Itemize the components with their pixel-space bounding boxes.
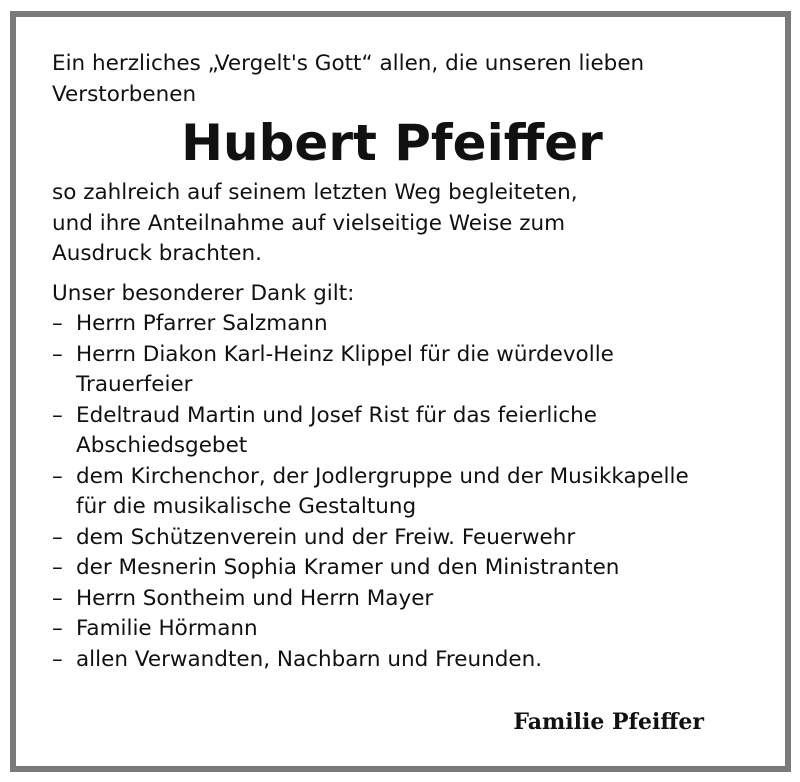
intro-text: Ein herzliches „Vergelt's Gott“ allen, die unseren lieben Verstorbenen	[52, 51, 645, 107]
list-item: – Edeltraud Martin und Josef Rist für das feierliche Abschiedsgebet	[52, 401, 692, 462]
thanks-heading: Unser besonderer Dank gilt:	[52, 280, 355, 306]
list-item: – allen Verwandten, Nachbarn und Freunden.	[52, 645, 692, 676]
signature: Familie Pfeiffer	[513, 709, 704, 735]
body-text: so zahlreich auf seinem letzten Weg begleiteten, und ihre Anteilnahme auf vielseitige Weise zum Ausdruck brachten.	[52, 180, 578, 266]
list-item: – Herrn Diakon Karl-Heinz Klippel für die würdevolle Trauerfeier	[52, 340, 692, 401]
notice-content	[52, 49, 752, 675]
thanks-list	[52, 309, 692, 675]
list-item: – Herrn Sontheim und Herrn Mayer	[52, 584, 692, 615]
deceased-name: Hubert Pfeiffer	[181, 114, 603, 172]
list-item: – dem Kirchenchor, der Jodlergruppe und der Musikkapelle für die musikalische Gestaltung	[52, 462, 692, 523]
list-item: – Herrn Pfarrer Salzmann	[52, 309, 692, 340]
list-item: – dem Schützenverein und der Freiw. Feuerwehr	[52, 523, 692, 554]
list-item: – Familie Hörmann	[52, 614, 692, 645]
list-item: – der Mesnerin Sophia Kramer und den Ministranten	[52, 553, 692, 584]
